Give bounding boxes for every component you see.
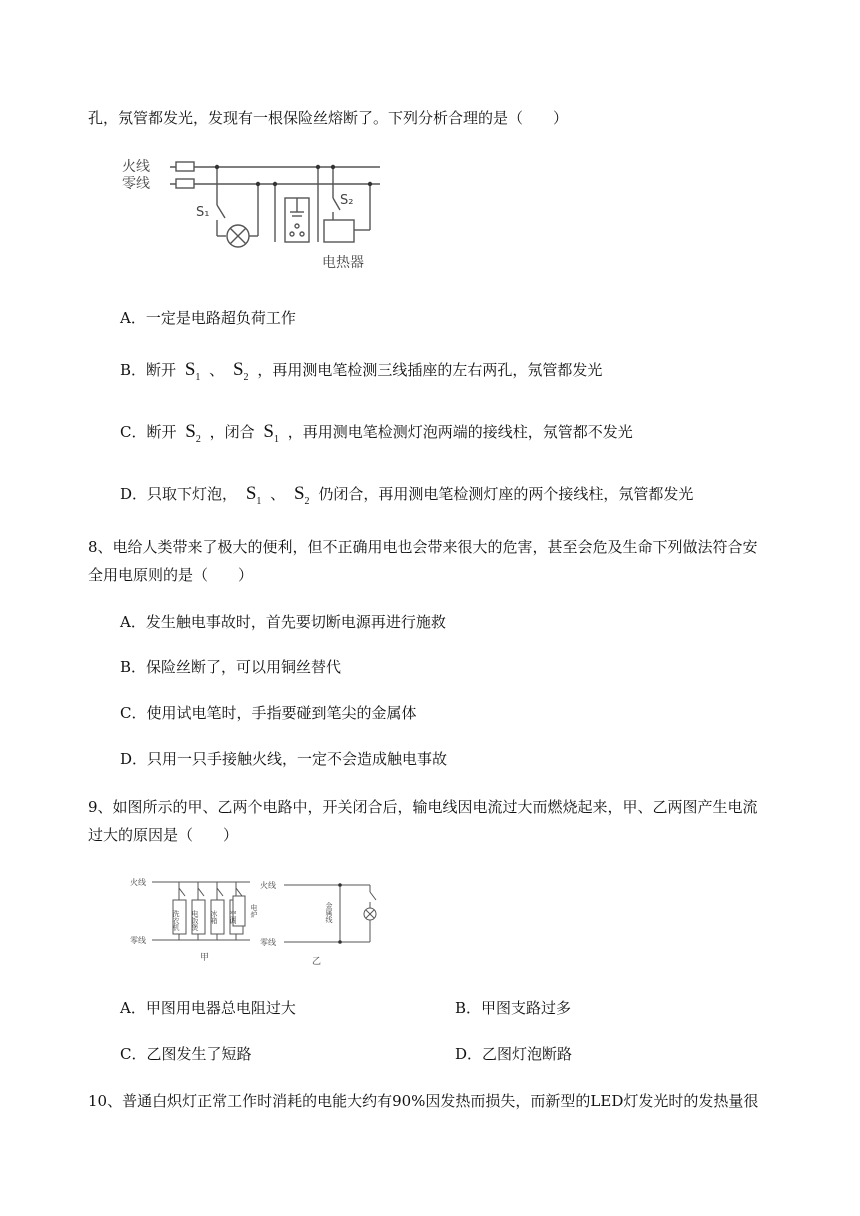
q9-metal-wire-label: 金属线 bbox=[325, 902, 333, 923]
q9-appliance-fridge: 冰箱 bbox=[210, 910, 218, 924]
option-prefix: C．断开 bbox=[120, 423, 177, 441]
q9-jia-live-wire-label: 火线 bbox=[130, 878, 146, 887]
q8-option-a: A．发生触电事故时，首先要切断电源再进行施救 bbox=[120, 613, 446, 631]
q7-stem-tail: 孔，氖管都发光，发现有一根保险丝熔断了。下列分析合理的是（ ） bbox=[88, 109, 569, 127]
option-text: ，再用测电笔检测灯泡两端的接线柱，氖管都不发光 bbox=[287, 423, 633, 441]
q9-figure-jia-label: 甲 bbox=[200, 953, 210, 963]
option-separator: 、 bbox=[209, 361, 225, 379]
switch-s1-symbol: $S_1$ bbox=[184, 359, 201, 383]
q9-option-b: B．甲图支路过多 bbox=[455, 999, 572, 1017]
q9-yi-neutral-wire-label: 零线 bbox=[260, 938, 276, 947]
q7-s2-label: S₂ bbox=[340, 193, 354, 208]
option-separator: 、 bbox=[270, 485, 286, 503]
q9-circuit-figure bbox=[130, 870, 395, 970]
q7-s1-label: S₁ bbox=[196, 205, 210, 220]
q7-option-a: A．一定是电路超负荷工作 bbox=[120, 309, 296, 327]
option-separator: ，闭合 bbox=[209, 423, 255, 441]
q9-appliance-washer: 洗衣机 bbox=[172, 910, 180, 931]
q9-stem-line-2: 过大的原因是（ ） bbox=[88, 826, 239, 844]
switch-s1-symbol: $S_1$ bbox=[263, 421, 279, 445]
q7-option-d bbox=[120, 484, 693, 512]
q7-option-b bbox=[120, 360, 602, 388]
option-prefix: D．只取下灯泡， bbox=[120, 485, 238, 503]
q7-live-wire-label: 火线 bbox=[122, 159, 150, 175]
q8-option-c: C．使用试电笔时，手指要碰到笔尖的金属体 bbox=[120, 704, 417, 722]
switch-s2-symbol: $S_2$ bbox=[185, 421, 201, 445]
q9-appliance-electric-stove: 电炉 bbox=[250, 904, 258, 918]
q7-option-c bbox=[120, 422, 633, 450]
q8-stem-line-2: 全用电原则的是（ ） bbox=[88, 566, 254, 584]
q9-figure-yi-label: 乙 bbox=[312, 957, 322, 967]
q9-stem-line-1: 9、如图所示的甲、乙两个电路中，开关闭合后，输电线因电流过大而燃烧起来，甲、乙两图产生电流 bbox=[88, 798, 758, 816]
q9-appliance-rice-cooker: 电饭煲 bbox=[191, 910, 199, 931]
q7-heater-label: 电热器 bbox=[322, 255, 364, 271]
switch-s2-symbol: $S_2$ bbox=[232, 359, 249, 383]
q8-option-b: B．保险丝断了，可以用铜丝替代 bbox=[120, 658, 342, 676]
option-prefix: B．断开 bbox=[120, 361, 177, 379]
switch-s1-symbol: $S_1$ bbox=[245, 483, 262, 507]
q10-stem-line-1: 10、普通白炽灯正常工作时消耗的电能大约有90%因发热而损失，而新型的LED灯发光时的发热量很 bbox=[88, 1092, 759, 1110]
q9-option-d: D．乙图灯泡断路 bbox=[455, 1045, 573, 1063]
option-text: 仍闭合，再用测电笔检测灯座的两个接线柱，氖管都发光 bbox=[318, 485, 694, 503]
q9-appliance-air-conditioner: 空调 bbox=[229, 910, 237, 924]
q9-option-c: C．乙图发生了短路 bbox=[120, 1045, 252, 1063]
q9-yi-live-wire-label: 火线 bbox=[260, 881, 276, 890]
q8-stem-line-1: 8、电给人类带来了极大的便利，但不正确用电也会带来很大的危害，甚至会危及生命下列做法符合安 bbox=[88, 538, 758, 556]
q9-option-a: A．甲图用电器总电阻过大 bbox=[120, 999, 296, 1017]
q7-circuit-figure bbox=[120, 150, 390, 275]
q9-jia-neutral-wire-label: 零线 bbox=[130, 936, 146, 945]
option-text: ，再用测电笔检测三线插座的左右两孔，氖管都发光 bbox=[257, 361, 603, 379]
switch-s2-symbol: $S_2$ bbox=[293, 483, 310, 507]
q7-neutral-wire-label: 零线 bbox=[122, 176, 150, 192]
q8-option-d: D．只用一只手接触火线，一定不会造成触电事故 bbox=[120, 750, 448, 768]
